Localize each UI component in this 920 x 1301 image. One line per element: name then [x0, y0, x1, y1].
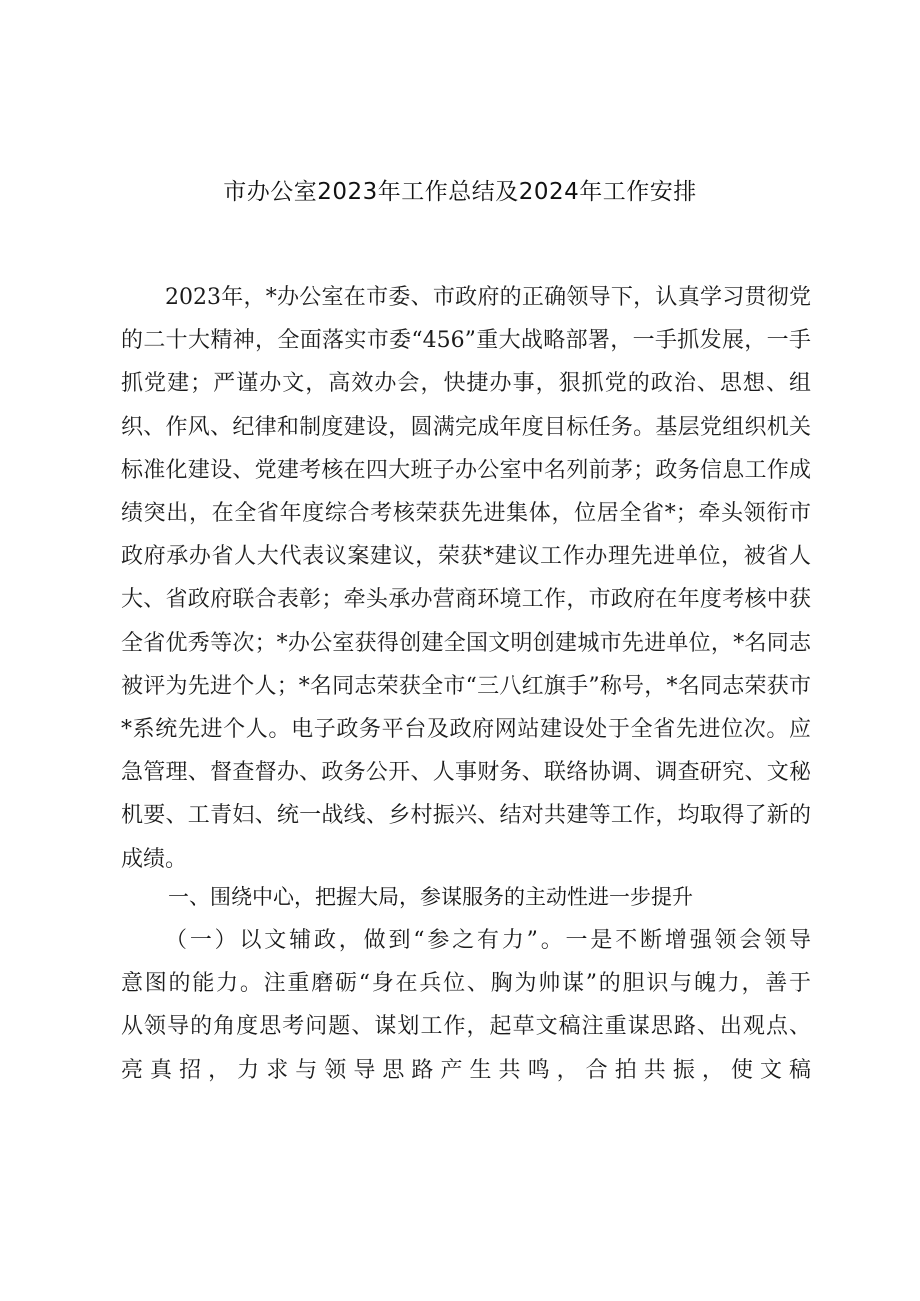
section-heading-1: 一、围绕中心，把握大局，参谋服务的主动性进一步提升: [168, 885, 693, 909]
paragraph-line: 意图的能力。注重磨砺“身在兵位、胸为帅谋”的胆识与魄力，善于: [121, 971, 811, 997]
document-title: 市办公室2023年工作总结及2024年工作安排: [223, 179, 697, 205]
paragraph-section-1-item-1: [121, 919, 811, 1092]
paragraph-summary-text: 2023年，*办公室在市委、市政府的正确领导下，认真学习贯彻党的二十大精神，全面落实市委“456”重大战略部署，一手抓发展，一手抓党建；严谨办文，高效办会，快捷办事，狠抓党的政治、思想、组织、作风、纪律和制度建设，圆满完成年度目标任务。基层党组织机关标准化建设、党建考核在四大班子办公室中名列前茅；政务信息工作成绩突出，在全省年度综合考核荣获先进集体，位居全省*；牵头领衔市政府承办省人大代表议案建议，荣获*建议工作办理先进单位，被省人大、省政府联合表彰；牵头承办营商环境工作，市政府在年度考核中获全省优秀等次；*办公室获得创建全国文明创建城市先进单位，*名同志被评为先进个人；*名同志荣获全市“三八红旗手”称号，*名同志荣获市*系统先进个人。电子政务平台及政府网站建设处于全省先进位次。应急管理、督查督办、政务公开、人事财务、联络协调、调查研究、文秘机要、工青妇、统一战线、乡村振兴、结对共建等工作，均取得了新的成绩。: [121, 285, 811, 872]
paragraph-line: 从领导的角度思考问题、谋划工作，起草文稿注重谋思路、出观点、: [121, 1014, 811, 1040]
paragraph-line: 亮真招，力求与领导思路产生共鸣，合拍共振，使文稿: [121, 1057, 811, 1083]
paragraph-summary: [121, 276, 811, 881]
paragraph-line: （一）以文辅政，做到“参之有力”。一是不断增强领会领导: [165, 928, 811, 953]
